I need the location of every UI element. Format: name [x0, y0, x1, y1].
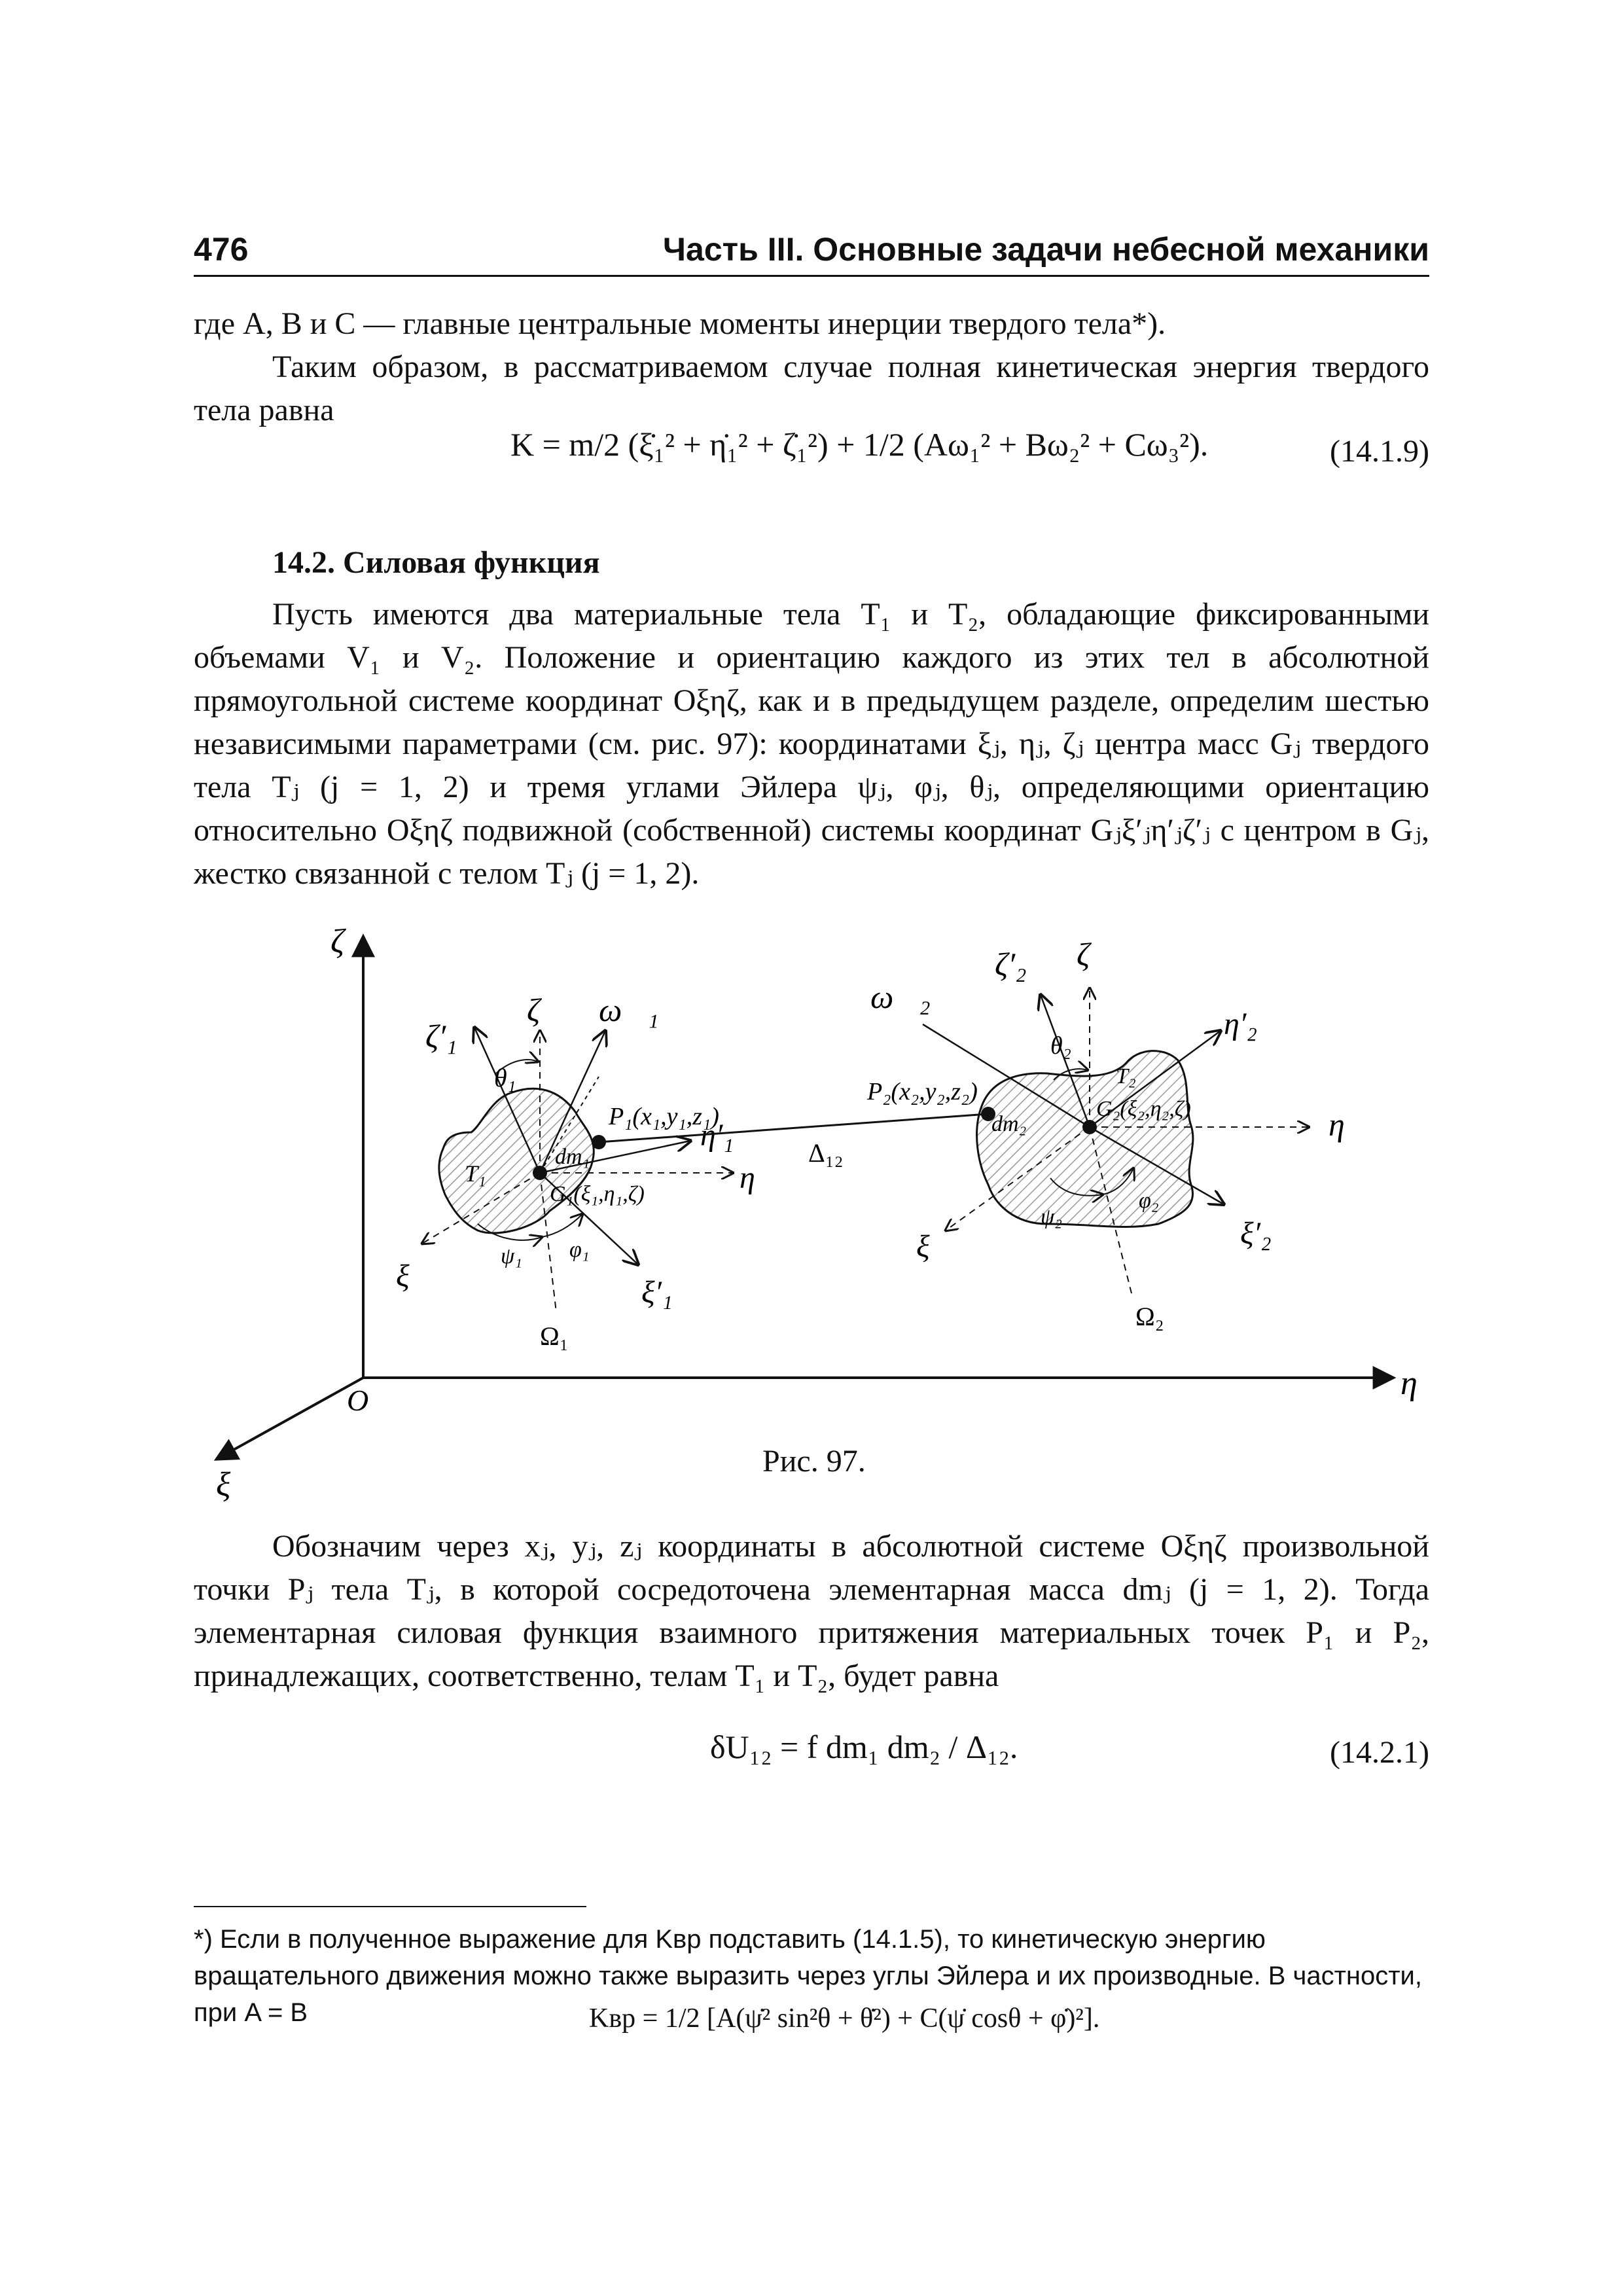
footnote-rule [194, 1906, 586, 1907]
label-eta-prime-2: η′₂ [1224, 1007, 1257, 1041]
label-phi-1: φ₁ [569, 1238, 590, 1262]
label-P2: P₂(x₂,y₂,z₂) [867, 1078, 978, 1105]
label-axis-zeta: ζ [330, 923, 345, 960]
header-rule [194, 275, 1429, 277]
equation-number-14-2-1: (14.2.1) [1330, 1735, 1429, 1770]
label-dm1: dm₁ [555, 1145, 590, 1169]
label-omega-1: ω⃗₁ [599, 992, 659, 1028]
running-title: Часть III. Основные задачи небесной механики [662, 231, 1429, 268]
label-psi-2: ψ₂ [1041, 1205, 1062, 1229]
label-G1: G₁(ξ₁,η₁,ζ) [550, 1182, 645, 1206]
label-zeta-2: ζ [1077, 936, 1090, 973]
footnote: *) Если в полученное выражение для Kвр подставить (14.1.5), то кинетическую энергию вращательного движения можно также выразить через углы Эйлера и их производные. В частности, при A = B [194, 1925, 1423, 2027]
label-T1: T₁ [465, 1160, 486, 1187]
label-xi-prime-1: ξ′₁ [641, 1275, 673, 1310]
label-axis-xi: ξ [216, 1466, 231, 1503]
label-xi-prime-2: ξ′₂ [1240, 1216, 1272, 1251]
label-zeta-prime-2: ζ′₂ [995, 946, 1027, 982]
equation-14-1-9: K = m/2 (ξ̇₁² + η̇₁² + ζ̇₁²) + 1/2 (Aω₁² + Bω₂² + Cω₃²). [510, 426, 1209, 463]
label-axis-eta: η [1400, 1365, 1418, 1402]
label-G2: G₂(ξ₂,η₂,ζ) [1096, 1097, 1191, 1121]
figure-97 [196, 916, 1440, 1505]
figure-caption: Рис. 97. [762, 1444, 866, 1479]
label-xi-1: ξ [396, 1259, 410, 1293]
equation-14-2-1: δU₁₂ = f dm₁ dm₂ / Δ₁₂. [710, 1729, 1018, 1765]
label-eta-2: η [1329, 1106, 1345, 1143]
label-xi-2: ξ [916, 1229, 930, 1264]
section-heading: 14.2. Силовая функция [272, 545, 600, 580]
label-P1: P₁(x₁,y₁,z₁) [609, 1103, 719, 1130]
equation-number-14-1-9: (14.1.9) [1330, 434, 1429, 469]
label-zeta-1: ζ [527, 992, 541, 1028]
label-delta: Δ₁₂ [808, 1138, 844, 1168]
label-T2: T₂ [1116, 1064, 1136, 1088]
page-number: 476 [194, 231, 249, 268]
label-eta-prime-1: η′₁ [700, 1118, 734, 1153]
label-dm2: dm₂ [991, 1112, 1027, 1136]
label-eta-1: η [740, 1160, 755, 1195]
paragraph-3: Пусть имеются два материальные тела T₁ и T₂, обладающие фиксированными объемами V₁ и V₂. Положение и ориентацию каждого из этих тел в абсолютной прямоугольной системе координат Oξηζ, как и в предыдущем разделе, определим шестью независимыми параметрами (см. рис. 97): координатами ξⱼ, ηⱼ, ζⱼ центра масс Gⱼ твердого тела Tⱼ (j = 1, 2) и тремя углами Эйлера ψⱼ, φⱼ, θⱼ, определяющими ориентацию относительно Oξηζ подвижной (собственной) системы координат Gⱼξ′ⱼη′ⱼζ′ⱼ с центром в Gⱼ, жестко связанной с телом Tⱼ (j = 1, 2). [194, 597, 1429, 891]
label-Omega-1: Ω₁ [540, 1321, 569, 1351]
label-zeta-prime-1: ζ′₁ [425, 1018, 457, 1054]
footnote-equation: Kвр = 1/2 [A(ψ̇² sin²θ + θ̇²) + C(ψ̇ cosθ + φ̇)²]. [589, 2003, 1100, 2034]
paragraph-2: Таким образом, в рассматриваемом случае полная кинетическая энергия твердого тела равна [194, 350, 1429, 427]
label-phi-2: φ₂ [1139, 1189, 1159, 1213]
label-Omega-2: Ω₂ [1135, 1302, 1164, 1331]
paragraph-4: Обозначим через xⱼ, yⱼ, zⱼ координаты в абсолютной системе Oξηζ произвольной точки Pⱼ тела Tⱼ, в которой сосредоточена элементарная масса dmⱼ (j = 1, 2). Тогда элементарная силовая функция взаимного притяжения материальных точек P₁ и P₂, принадлежащих, соответственно, телам T₁ и T₂, будет равна [194, 1529, 1429, 1693]
label-psi-1: ψ₁ [501, 1244, 522, 1268]
label-theta-2: θ₂ [1050, 1032, 1071, 1060]
label-origin: O [347, 1384, 369, 1417]
label-omega-2: ω⃗₂ [870, 978, 931, 1015]
paragraph-1: где A, B и C — главные центральные моменты инерции твердого тела*). [194, 306, 1166, 341]
axis-xi [216, 1378, 363, 1460]
label-theta-1: θ₁ [494, 1063, 516, 1092]
